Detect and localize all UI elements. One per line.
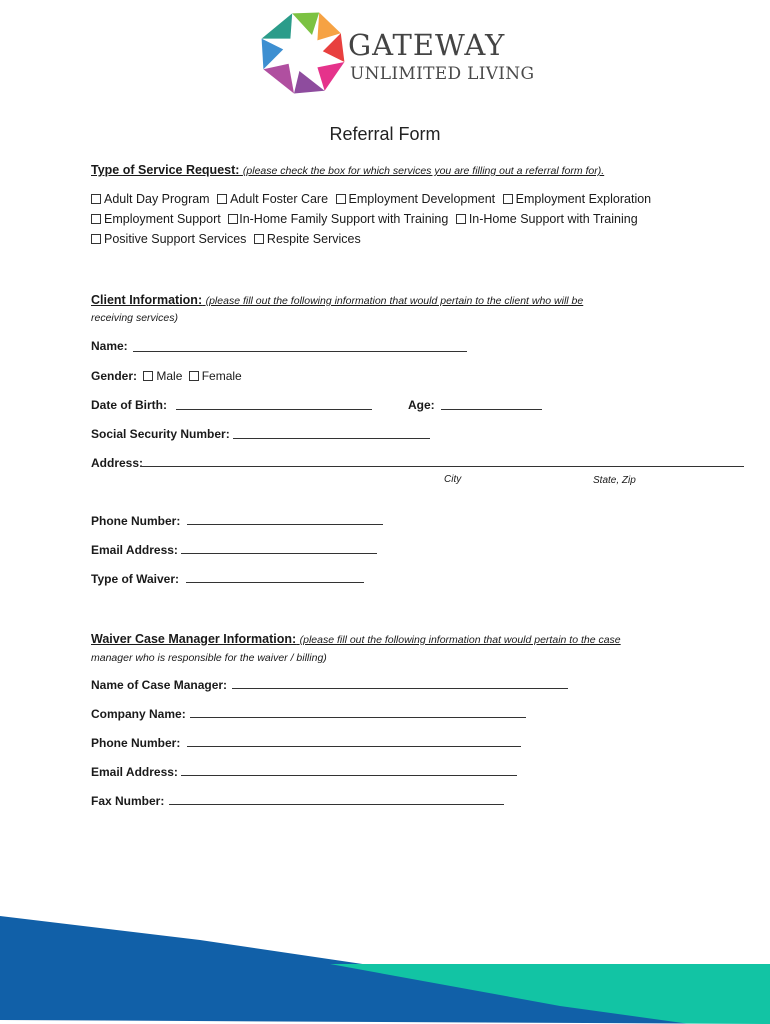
aperture-logo-icon: [258, 8, 348, 98]
case-manager-heading: [91, 631, 621, 648]
dob-field[interactable]: [176, 409, 372, 410]
gender-label: Gender:: [91, 369, 138, 383]
manager-email-label: Email Address:: [91, 765, 178, 779]
checkbox[interactable]: [91, 214, 101, 224]
fax-field[interactable]: [169, 804, 504, 805]
checkbox[interactable]: [228, 214, 238, 224]
checkbox[interactable]: [91, 234, 101, 244]
dob-label: Date of Birth:: [91, 398, 167, 412]
gender-row: [91, 369, 242, 383]
option-adult-day-program[interactable]: Adult Day Program: [91, 192, 210, 206]
checkbox[interactable]: [503, 194, 513, 204]
case-manager-note: (please fill out the following information that would pertain to the case: [299, 634, 621, 646]
case-manager-name-label: Name of Case Manager:: [91, 678, 228, 692]
client-info-heading: [91, 292, 583, 309]
waiver-type-field[interactable]: [186, 582, 364, 583]
option-female[interactable]: Female: [186, 369, 242, 383]
service-note: (please check the box for which services you are filling out a referral form for).: [242, 165, 605, 177]
checkbox[interactable]: [91, 194, 101, 204]
address-label: Address:: [91, 456, 144, 470]
service-request-heading: [91, 162, 604, 179]
option-in-home-family-support[interactable]: In-Home Family Support with Training: [224, 212, 448, 226]
manager-phone-field[interactable]: [187, 746, 521, 747]
page-title: Referral Form: [329, 124, 441, 144]
service-heading-text: Type of Service Request:: [91, 163, 240, 177]
checkbox[interactable]: [217, 194, 227, 204]
service-options-row-2: [91, 212, 638, 226]
state-zip-caption: State, Zip: [593, 475, 636, 486]
option-respite-services[interactable]: Respite Services: [250, 232, 361, 246]
manager-email-field[interactable]: [181, 775, 517, 776]
company-name-label: Company Name:: [91, 707, 186, 721]
option-positive-support-services[interactable]: Positive Support Services: [91, 232, 246, 246]
waiver-type-label: Type of Waiver:: [91, 572, 180, 586]
checkbox[interactable]: [254, 234, 264, 244]
ssn-label: Social Security Number:: [91, 427, 230, 441]
client-phone-label: Phone Number:: [91, 514, 181, 528]
client-phone-field[interactable]: [187, 524, 383, 525]
city-caption: City: [444, 474, 462, 485]
client-heading-text: Client Information:: [91, 293, 203, 307]
client-email-label: Email Address:: [91, 543, 178, 557]
fax-label: Fax Number:: [91, 794, 165, 808]
logo-tagline: UNLIMITED LIVING: [350, 64, 535, 84]
logo-name: GATEWAY: [348, 28, 506, 62]
case-manager-name-field[interactable]: [232, 688, 568, 689]
option-employment-exploration[interactable]: Employment Exploration: [499, 192, 651, 206]
case-manager-heading-text: Waiver Case Manager Information:: [91, 632, 297, 646]
company-name-field[interactable]: [190, 717, 526, 718]
client-name-label: Name:: [91, 339, 128, 353]
client-note: (please fill out the following information that would pertain to the client who will be: [205, 295, 584, 307]
checkbox[interactable]: [143, 371, 153, 381]
client-note-cont: receiving services): [91, 312, 178, 324]
client-email-field[interactable]: [181, 553, 377, 554]
option-employment-support[interactable]: Employment Support: [91, 212, 221, 226]
option-in-home-support[interactable]: In-Home Support with Training: [452, 212, 638, 226]
age-field[interactable]: [441, 409, 542, 410]
client-name-field[interactable]: [133, 351, 467, 352]
ssn-field[interactable]: [233, 438, 430, 439]
service-options-row-3: [91, 232, 361, 246]
option-employment-development[interactable]: Employment Development: [332, 192, 496, 206]
manager-phone-label: Phone Number:: [91, 736, 181, 750]
checkbox[interactable]: [456, 214, 466, 224]
age-label: Age:: [408, 398, 435, 412]
address-field[interactable]: [141, 466, 744, 467]
checkbox[interactable]: [336, 194, 346, 204]
option-male[interactable]: Male: [140, 369, 182, 383]
option-adult-foster-care[interactable]: Adult Foster Care: [213, 192, 328, 206]
footer-wave-decoration: [0, 900, 770, 1024]
case-manager-note-cont: manager who is responsible for the waiver / billing): [91, 652, 327, 664]
service-options-row-1: [91, 192, 651, 206]
checkbox[interactable]: [189, 371, 199, 381]
gateway-logo: [258, 8, 548, 100]
